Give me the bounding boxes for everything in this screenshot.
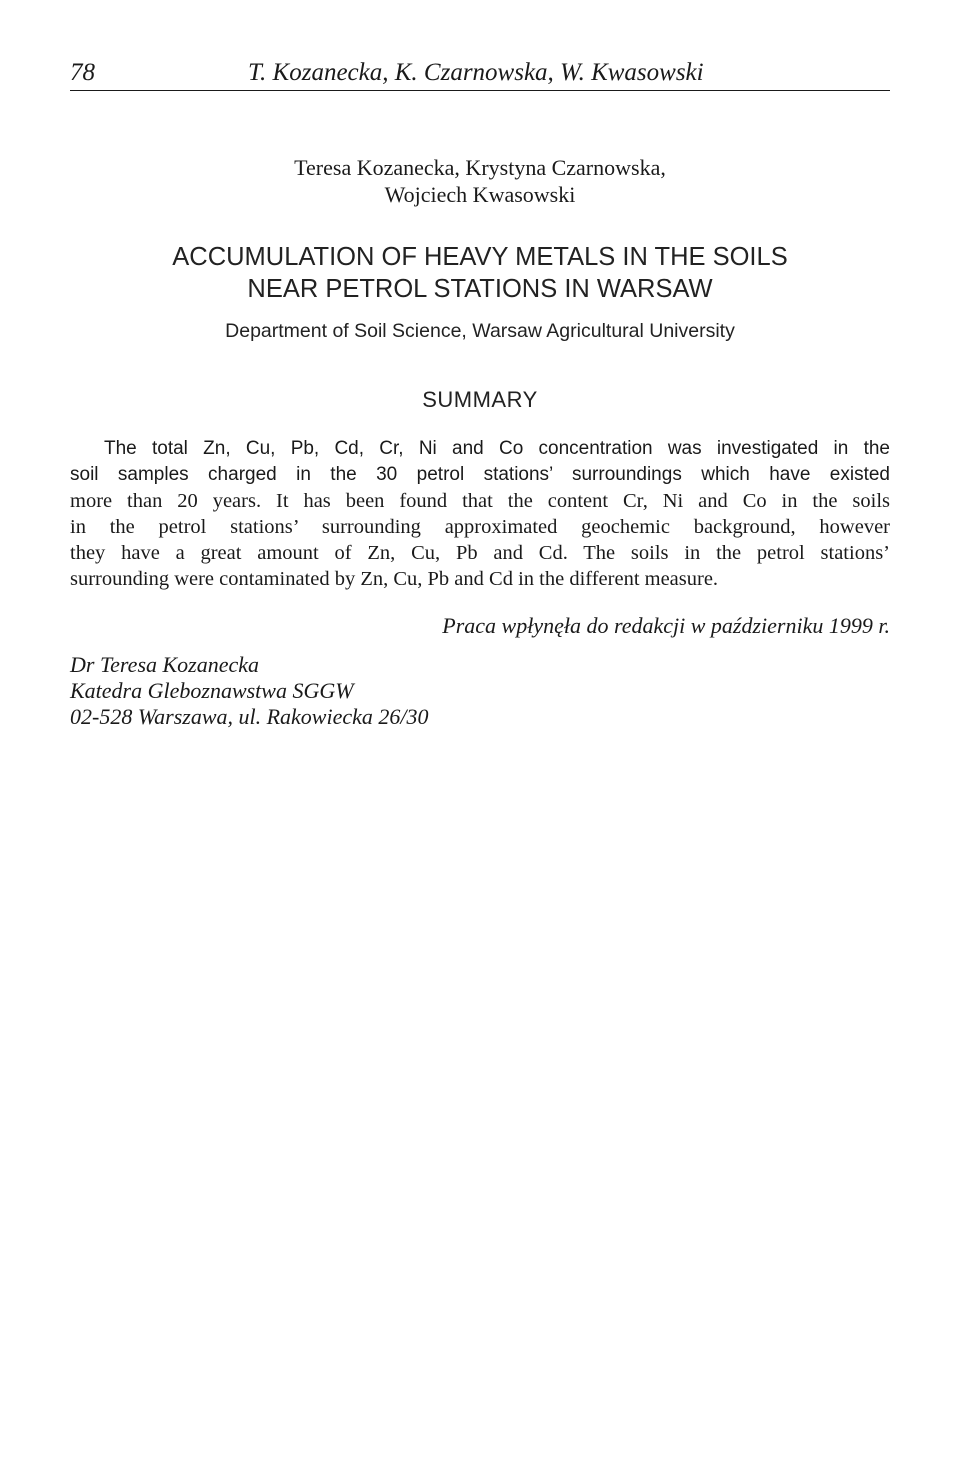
affiliation: Department of Soil Science, Warsaw Agricultural University [225, 320, 735, 342]
summary-line: surrounding were contaminated by Zn, Cu, Pb and Cd in the different measure. [70, 568, 719, 590]
paper-title-line-2: NEAR PETROL STATIONS IN WARSAW [247, 275, 713, 303]
page-number: 78 [70, 59, 95, 86]
address-name: Dr Teresa Kozanecka [70, 652, 260, 677]
paper-title-line-1: ACCUMULATION OF HEAVY METALS IN THE SOILS [172, 243, 788, 271]
author-address [70, 652, 429, 730]
author-list-line-2: Wojciech Kwasowski [384, 182, 576, 207]
summary-body [70, 436, 890, 592]
summary-line: they have a great amount of Zn, Cu, Pb and Cd. The soils in the petrol stations’ [70, 542, 890, 564]
address-department: Katedra Gleboznawstwa SGGW [70, 678, 354, 703]
summary-line: in the petrol stations’ surrounding approximated geochemic background, however [70, 516, 890, 538]
summary-line: The total Zn, Cu, Pb, Cd, Cr, Ni and Co concentration was investigated in the [104, 438, 890, 459]
running-head-authors: T. Kozanecka, K. Czarnowska, W. Kwasowski [248, 59, 704, 86]
running-head [70, 56, 890, 91]
summary-line: soil samples charged in the 30 petrol stations’ surroundings which have existed [70, 464, 890, 485]
summary-heading: SUMMARY [422, 387, 538, 412]
address-street: 02-528 Warszawa, ul. Rakowiecka 26/30 [70, 704, 429, 729]
received-note: Praca wpłynęła do redakcji w październiku 1999 r. [442, 613, 890, 638]
summary-line: more than 20 years. It has been found that the content Cr, Ni and Co in the soils [70, 490, 890, 512]
author-list-line-1: Teresa Kozanecka, Krystyna Czarnowska, [294, 155, 666, 180]
